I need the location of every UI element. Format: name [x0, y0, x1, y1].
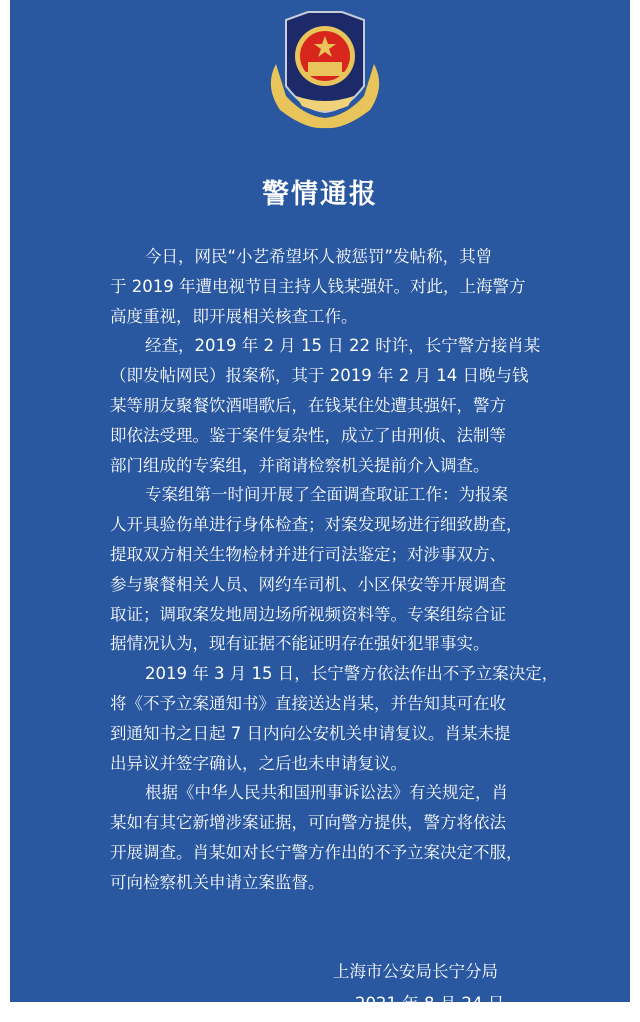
paragraph-line: 人开具验伤单进行身体检查；对案发现场进行细致勘查， [110, 515, 523, 535]
issuer-signature: 上海市公安局长宁分局 [333, 962, 498, 981]
paragraph-line: 根据《中华人民共和国刑事诉讼法》有关规定，肖 [145, 783, 508, 803]
paragraph-line: 到通知书之日起 7 日内向公安机关申请复议。肖某未提 [110, 723, 511, 743]
paragraph-line: （即发帖网民）报案称，其于 2019 年 2 月 14 日晚与钱 [110, 366, 529, 386]
paragraph-line: 据情况认为，现有证据不能证明存在强奸犯罪事实。 [110, 634, 490, 654]
paragraph-line: 高度重视，即开展相关核查工作。 [110, 306, 358, 326]
paragraph-line: 取证；调取案发地周边场所视频资料等。专案组综合证 [110, 604, 506, 624]
notice-panel [10, 0, 630, 1013]
paragraph-line: 出异议并签字确认，之后也未申请复议。 [110, 753, 407, 773]
paragraph-line: 可向检察机关申请立案监督。 [110, 872, 325, 892]
paragraph-line: 部门组成的专案组，并商请检察机关提前介入调查。 [110, 455, 490, 475]
paragraph-line: 开展调查。肖某如对长宁警方作出的不予立案决定不服， [110, 842, 523, 862]
paragraph-line: 2019 年 3 月 15 日，长宁警方依法作出不予立案决定， [145, 664, 559, 684]
paragraph-line: 专案组第一时间开展了全面调查取证工作：为报案 [145, 485, 508, 505]
paragraph-line: 将《不予立案通知书》直接送达肖某，并告知其可在收 [110, 693, 506, 713]
police-emblem-icon [256, 6, 394, 130]
paragraph-line: 参与聚餐相关人员、网约车司机、小区保安等开展调查 [110, 574, 506, 594]
paragraph-line: 经查，2019 年 2 月 15 日 22 时许，长宁警方接肖某 [145, 336, 541, 356]
paragraph-line: 于 2019 年遭电视节目主持人钱某强奸。对此，上海警方 [110, 276, 526, 296]
page-title: 警情通报 [262, 179, 378, 210]
paragraph-line: 即依法受理。鉴于案件复杂性，成立了由刑侦、法制等 [110, 425, 506, 445]
paragraph-line: 提取双方相关生物检材并进行司法鉴定；对涉事双方、 [110, 544, 506, 564]
paragraph-line: 某等朋友聚餐饮酒唱歌后，在钱某住处遭其强奸，警方 [110, 395, 506, 415]
paragraph-line: 今日，网民“小艺希望坏人被惩罚”发帖称，其曾 [145, 247, 493, 266]
issue-date: 2021 年 8 月 24 日 [355, 994, 505, 1013]
paragraph-line: 某如有其它新增涉案证据，可向警方提供，警方将依法 [110, 813, 506, 833]
notice-body [110, 242, 559, 898]
